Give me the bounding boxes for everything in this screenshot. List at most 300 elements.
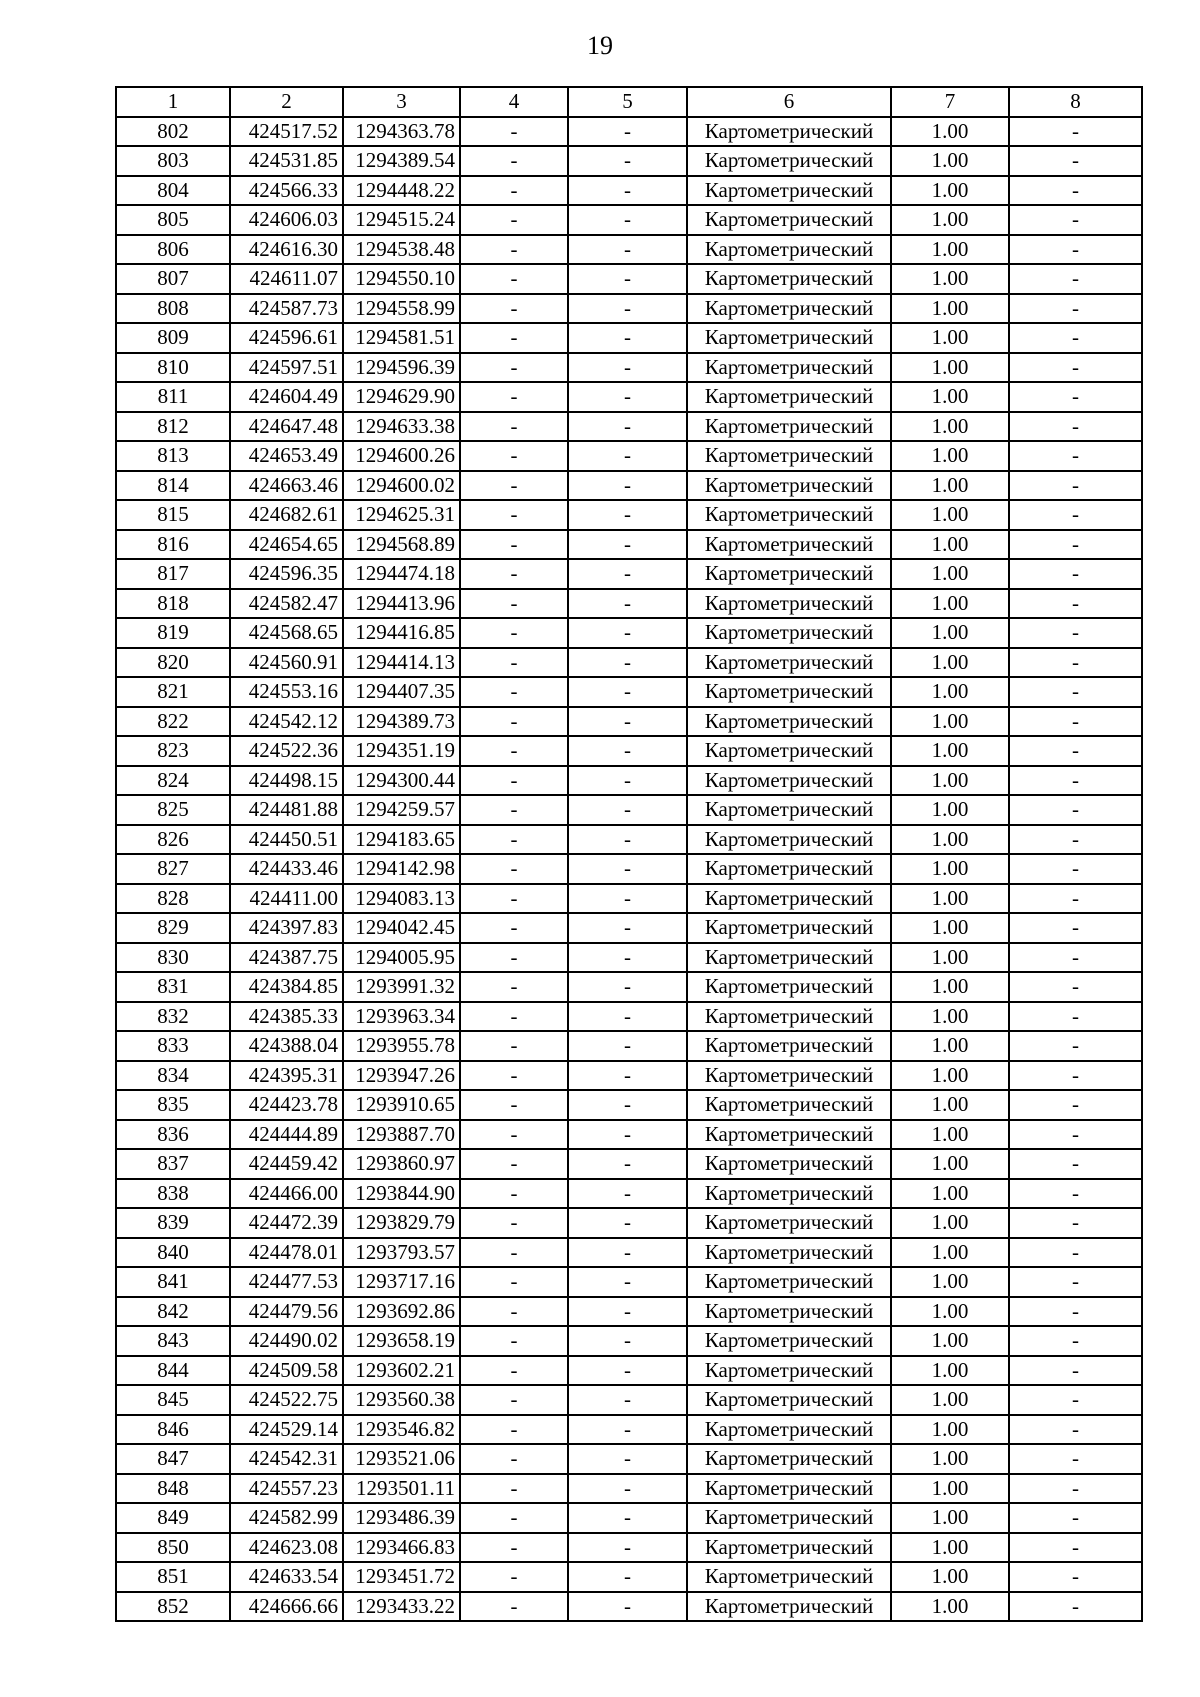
col8-cell: - — [1009, 264, 1142, 294]
accuracy-cell: 1.00 — [891, 677, 1009, 707]
point-number-cell: 834 — [116, 1061, 230, 1091]
table-row — [116, 1592, 1142, 1622]
col5-cell: - — [568, 1356, 687, 1386]
point-number-cell: 830 — [116, 943, 230, 973]
col8-cell: - — [1009, 1503, 1142, 1533]
table-row — [116, 205, 1142, 235]
y-coordinate-cell: 1294363.78 — [343, 117, 460, 147]
method-cell: Картометрический — [687, 1533, 891, 1563]
method-cell: Картометрический — [687, 323, 891, 353]
col8-cell: - — [1009, 471, 1142, 501]
x-coordinate-cell: 424477.53 — [230, 1267, 343, 1297]
point-number-cell: 808 — [116, 294, 230, 324]
col4-cell: - — [460, 559, 568, 589]
col4-cell: - — [460, 500, 568, 530]
accuracy-cell: 1.00 — [891, 1090, 1009, 1120]
y-coordinate-cell: 1294407.35 — [343, 677, 460, 707]
col5-cell: - — [568, 1326, 687, 1356]
method-cell: Картометрический — [687, 854, 891, 884]
point-number-cell: 828 — [116, 884, 230, 914]
point-number-cell: 824 — [116, 766, 230, 796]
column-header: 6 — [687, 87, 891, 117]
point-number-cell: 816 — [116, 530, 230, 560]
table-body — [116, 117, 1142, 1622]
method-cell: Картометрический — [687, 795, 891, 825]
point-number-cell: 832 — [116, 1002, 230, 1032]
col4-cell: - — [460, 1592, 568, 1622]
table-row — [116, 677, 1142, 707]
method-cell: Картометрический — [687, 1385, 891, 1415]
x-coordinate-cell: 424472.39 — [230, 1208, 343, 1238]
table-row — [116, 1297, 1142, 1327]
table-row — [116, 618, 1142, 648]
accuracy-cell: 1.00 — [891, 854, 1009, 884]
col4-cell: - — [460, 766, 568, 796]
accuracy-cell: 1.00 — [891, 707, 1009, 737]
x-coordinate-cell: 424522.75 — [230, 1385, 343, 1415]
accuracy-cell: 1.00 — [891, 913, 1009, 943]
accuracy-cell: 1.00 — [891, 559, 1009, 589]
col4-cell: - — [460, 1267, 568, 1297]
col5-cell: - — [568, 854, 687, 884]
point-number-cell: 848 — [116, 1474, 230, 1504]
method-cell: Картометрический — [687, 884, 891, 914]
table-row — [116, 1149, 1142, 1179]
col5-cell: - — [568, 707, 687, 737]
accuracy-cell: 1.00 — [891, 382, 1009, 412]
col4-cell: - — [460, 589, 568, 619]
col8-cell: - — [1009, 146, 1142, 176]
col8-cell: - — [1009, 589, 1142, 619]
accuracy-cell: 1.00 — [891, 1149, 1009, 1179]
col8-cell: - — [1009, 1120, 1142, 1150]
table-row — [116, 707, 1142, 737]
y-coordinate-cell: 1294538.48 — [343, 235, 460, 265]
y-coordinate-cell: 1294596.39 — [343, 353, 460, 383]
method-cell: Картометрический — [687, 618, 891, 648]
col4-cell: - — [460, 353, 568, 383]
point-number-cell: 849 — [116, 1503, 230, 1533]
col8-cell: - — [1009, 1179, 1142, 1209]
col4-cell: - — [460, 1297, 568, 1327]
method-cell: Картометрический — [687, 353, 891, 383]
method-cell: Картометрический — [687, 589, 891, 619]
col5-cell: - — [568, 1533, 687, 1563]
col5-cell: - — [568, 1562, 687, 1592]
table-row — [116, 795, 1142, 825]
col5-cell: - — [568, 884, 687, 914]
col4-cell: - — [460, 1149, 568, 1179]
y-coordinate-cell: 1294474.18 — [343, 559, 460, 589]
col8-cell: - — [1009, 1238, 1142, 1268]
col8-cell: - — [1009, 1326, 1142, 1356]
x-coordinate-cell: 424411.00 — [230, 884, 343, 914]
x-coordinate-cell: 424478.01 — [230, 1238, 343, 1268]
col4-cell: - — [460, 1415, 568, 1445]
table-row — [116, 1533, 1142, 1563]
col4-cell: - — [460, 1179, 568, 1209]
method-cell: Картометрический — [687, 205, 891, 235]
method-cell: Картометрический — [687, 1267, 891, 1297]
col5-cell: - — [568, 1415, 687, 1445]
method-cell: Картометрический — [687, 1208, 891, 1238]
col4-cell: - — [460, 1238, 568, 1268]
x-coordinate-cell: 424529.14 — [230, 1415, 343, 1445]
method-cell: Картометрический — [687, 766, 891, 796]
point-number-cell: 805 — [116, 205, 230, 235]
col5-cell: - — [568, 1120, 687, 1150]
y-coordinate-cell: 1293521.06 — [343, 1444, 460, 1474]
x-coordinate-cell: 424653.49 — [230, 441, 343, 471]
point-number-cell: 847 — [116, 1444, 230, 1474]
point-number-cell: 809 — [116, 323, 230, 353]
col4-cell: - — [460, 264, 568, 294]
point-number-cell: 811 — [116, 382, 230, 412]
col5-cell: - — [568, 294, 687, 324]
y-coordinate-cell: 1293692.86 — [343, 1297, 460, 1327]
point-number-cell: 804 — [116, 176, 230, 206]
method-cell: Картометрический — [687, 441, 891, 471]
x-coordinate-cell: 424597.51 — [230, 353, 343, 383]
y-coordinate-cell: 1294600.26 — [343, 441, 460, 471]
table-row — [116, 323, 1142, 353]
x-coordinate-cell: 424566.33 — [230, 176, 343, 206]
col8-cell: - — [1009, 1385, 1142, 1415]
column-header: 2 — [230, 87, 343, 117]
accuracy-cell: 1.00 — [891, 323, 1009, 353]
col5-cell: - — [568, 825, 687, 855]
y-coordinate-cell: 1293433.22 — [343, 1592, 460, 1622]
col5-cell: - — [568, 795, 687, 825]
y-coordinate-cell: 1294183.65 — [343, 825, 460, 855]
y-coordinate-cell: 1294633.38 — [343, 412, 460, 442]
y-coordinate-cell: 1293955.78 — [343, 1031, 460, 1061]
y-coordinate-cell: 1293963.34 — [343, 1002, 460, 1032]
col8-cell: - — [1009, 766, 1142, 796]
col8-cell: - — [1009, 1031, 1142, 1061]
table-row — [116, 1385, 1142, 1415]
col5-cell: - — [568, 648, 687, 678]
accuracy-cell: 1.00 — [891, 1444, 1009, 1474]
method-cell: Картометрический — [687, 1562, 891, 1592]
accuracy-cell: 1.00 — [891, 618, 1009, 648]
col5-cell: - — [568, 1149, 687, 1179]
method-cell: Картометрический — [687, 412, 891, 442]
y-coordinate-cell: 1293844.90 — [343, 1179, 460, 1209]
col5-cell: - — [568, 1444, 687, 1474]
y-coordinate-cell: 1293560.38 — [343, 1385, 460, 1415]
x-coordinate-cell: 424666.66 — [230, 1592, 343, 1622]
accuracy-cell: 1.00 — [891, 1179, 1009, 1209]
method-cell: Картометрический — [687, 264, 891, 294]
col4-cell: - — [460, 1356, 568, 1386]
accuracy-cell: 1.00 — [891, 146, 1009, 176]
y-coordinate-cell: 1294568.89 — [343, 530, 460, 560]
point-number-cell: 846 — [116, 1415, 230, 1445]
col4-cell: - — [460, 117, 568, 147]
y-coordinate-cell: 1294600.02 — [343, 471, 460, 501]
x-coordinate-cell: 424542.31 — [230, 1444, 343, 1474]
table-row — [116, 943, 1142, 973]
x-coordinate-cell: 424481.88 — [230, 795, 343, 825]
col8-cell: - — [1009, 1297, 1142, 1327]
col4-cell: - — [460, 884, 568, 914]
y-coordinate-cell: 1293717.16 — [343, 1267, 460, 1297]
col5-cell: - — [568, 1297, 687, 1327]
col5-cell: - — [568, 530, 687, 560]
col4-cell: - — [460, 795, 568, 825]
x-coordinate-cell: 424385.33 — [230, 1002, 343, 1032]
col4-cell: - — [460, 530, 568, 560]
method-cell: Картометрический — [687, 707, 891, 737]
table-row — [116, 1061, 1142, 1091]
table-row — [116, 972, 1142, 1002]
col8-cell: - — [1009, 353, 1142, 383]
y-coordinate-cell: 1294625.31 — [343, 500, 460, 530]
accuracy-cell: 1.00 — [891, 1592, 1009, 1622]
accuracy-cell: 1.00 — [891, 1503, 1009, 1533]
x-coordinate-cell: 424616.30 — [230, 235, 343, 265]
table-row — [116, 736, 1142, 766]
accuracy-cell: 1.00 — [891, 441, 1009, 471]
accuracy-cell: 1.00 — [891, 972, 1009, 1002]
point-number-cell: 836 — [116, 1120, 230, 1150]
accuracy-cell: 1.00 — [891, 766, 1009, 796]
col4-cell: - — [460, 1474, 568, 1504]
col4-cell: - — [460, 972, 568, 1002]
accuracy-cell: 1.00 — [891, 176, 1009, 206]
accuracy-cell: 1.00 — [891, 1061, 1009, 1091]
accuracy-cell: 1.00 — [891, 1385, 1009, 1415]
point-number-cell: 829 — [116, 913, 230, 943]
method-cell: Картометрический — [687, 1179, 891, 1209]
col4-cell: - — [460, 1533, 568, 1563]
table-row — [116, 471, 1142, 501]
col4-cell: - — [460, 1090, 568, 1120]
accuracy-cell: 1.00 — [891, 1120, 1009, 1150]
y-coordinate-cell: 1293910.65 — [343, 1090, 460, 1120]
point-number-cell: 837 — [116, 1149, 230, 1179]
method-cell: Картометрический — [687, 176, 891, 206]
col8-cell: - — [1009, 913, 1142, 943]
table-row — [116, 441, 1142, 471]
x-coordinate-cell: 424553.16 — [230, 677, 343, 707]
col8-cell: - — [1009, 707, 1142, 737]
method-cell: Картометрический — [687, 972, 891, 1002]
col8-cell: - — [1009, 294, 1142, 324]
col5-cell: - — [568, 736, 687, 766]
x-coordinate-cell: 424596.61 — [230, 323, 343, 353]
table-row — [116, 854, 1142, 884]
col8-cell: - — [1009, 1090, 1142, 1120]
y-coordinate-cell: 1293658.19 — [343, 1326, 460, 1356]
y-coordinate-cell: 1294629.90 — [343, 382, 460, 412]
col4-cell: - — [460, 825, 568, 855]
col5-cell: - — [568, 1031, 687, 1061]
y-coordinate-cell: 1294448.22 — [343, 176, 460, 206]
accuracy-cell: 1.00 — [891, 117, 1009, 147]
y-coordinate-cell: 1294300.44 — [343, 766, 460, 796]
accuracy-cell: 1.00 — [891, 235, 1009, 265]
method-cell: Картометрический — [687, 913, 891, 943]
accuracy-cell: 1.00 — [891, 589, 1009, 619]
column-header: 4 — [460, 87, 568, 117]
table-row — [116, 412, 1142, 442]
col8-cell: - — [1009, 1415, 1142, 1445]
header-row — [116, 87, 1142, 117]
x-coordinate-cell: 424490.02 — [230, 1326, 343, 1356]
table-row — [116, 1002, 1142, 1032]
point-number-cell: 826 — [116, 825, 230, 855]
table-row — [116, 500, 1142, 530]
y-coordinate-cell: 1293602.21 — [343, 1356, 460, 1386]
method-cell: Картометрический — [687, 677, 891, 707]
point-number-cell: 823 — [116, 736, 230, 766]
col4-cell: - — [460, 854, 568, 884]
x-coordinate-cell: 424423.78 — [230, 1090, 343, 1120]
y-coordinate-cell: 1294558.99 — [343, 294, 460, 324]
x-coordinate-cell: 424397.83 — [230, 913, 343, 943]
col5-cell: - — [568, 766, 687, 796]
column-header: 5 — [568, 87, 687, 117]
x-coordinate-cell: 424387.75 — [230, 943, 343, 973]
accuracy-cell: 1.00 — [891, 412, 1009, 442]
col4-cell: - — [460, 176, 568, 206]
col4-cell: - — [460, 943, 568, 973]
x-coordinate-cell: 424395.31 — [230, 1061, 343, 1091]
x-coordinate-cell: 424682.61 — [230, 500, 343, 530]
x-coordinate-cell: 424433.46 — [230, 854, 343, 884]
col5-cell: - — [568, 1592, 687, 1622]
col4-cell: - — [460, 1002, 568, 1032]
col4-cell: - — [460, 1444, 568, 1474]
point-number-cell: 851 — [116, 1562, 230, 1592]
y-coordinate-cell: 1294259.57 — [343, 795, 460, 825]
y-coordinate-cell: 1293991.32 — [343, 972, 460, 1002]
col8-cell: - — [1009, 323, 1142, 353]
method-cell: Картометрический — [687, 1031, 891, 1061]
accuracy-cell: 1.00 — [891, 1356, 1009, 1386]
x-coordinate-cell: 424582.99 — [230, 1503, 343, 1533]
x-coordinate-cell: 424450.51 — [230, 825, 343, 855]
col5-cell: - — [568, 1238, 687, 1268]
col4-cell: - — [460, 1208, 568, 1238]
x-coordinate-cell: 424582.47 — [230, 589, 343, 619]
col8-cell: - — [1009, 205, 1142, 235]
col8-cell: - — [1009, 618, 1142, 648]
table-row — [116, 176, 1142, 206]
y-coordinate-cell: 1293451.72 — [343, 1562, 460, 1592]
method-cell: Картометрический — [687, 943, 891, 973]
table-row — [116, 766, 1142, 796]
point-number-cell: 812 — [116, 412, 230, 442]
method-cell: Картометрический — [687, 1503, 891, 1533]
x-coordinate-cell: 424568.65 — [230, 618, 343, 648]
point-number-cell: 807 — [116, 264, 230, 294]
x-coordinate-cell: 424663.46 — [230, 471, 343, 501]
point-number-cell: 839 — [116, 1208, 230, 1238]
table-row — [116, 1356, 1142, 1386]
col4-cell: - — [460, 736, 568, 766]
col4-cell: - — [460, 382, 568, 412]
y-coordinate-cell: 1294581.51 — [343, 323, 460, 353]
col8-cell: - — [1009, 854, 1142, 884]
accuracy-cell: 1.00 — [891, 1208, 1009, 1238]
col5-cell: - — [568, 559, 687, 589]
col8-cell: - — [1009, 648, 1142, 678]
col4-cell: - — [460, 1120, 568, 1150]
col5-cell: - — [568, 1208, 687, 1238]
method-cell: Картометрический — [687, 500, 891, 530]
col8-cell: - — [1009, 559, 1142, 589]
accuracy-cell: 1.00 — [891, 1267, 1009, 1297]
column-header: 8 — [1009, 87, 1142, 117]
point-number-cell: 802 — [116, 117, 230, 147]
point-number-cell: 803 — [116, 146, 230, 176]
x-coordinate-cell: 424509.58 — [230, 1356, 343, 1386]
table-row — [116, 1562, 1142, 1592]
column-header: 3 — [343, 87, 460, 117]
y-coordinate-cell: 1293829.79 — [343, 1208, 460, 1238]
page-number: 19 — [587, 31, 613, 60]
y-coordinate-cell: 1293947.26 — [343, 1061, 460, 1091]
x-coordinate-cell: 424542.12 — [230, 707, 343, 737]
col5-cell: - — [568, 677, 687, 707]
point-number-cell: 844 — [116, 1356, 230, 1386]
col4-cell: - — [460, 146, 568, 176]
x-coordinate-cell: 424606.03 — [230, 205, 343, 235]
accuracy-cell: 1.00 — [891, 1533, 1009, 1563]
table-row — [116, 1031, 1142, 1061]
col5-cell: - — [568, 176, 687, 206]
method-cell: Картометрический — [687, 1238, 891, 1268]
method-cell: Картометрический — [687, 1415, 891, 1445]
point-number-cell: 822 — [116, 707, 230, 737]
y-coordinate-cell: 1293466.83 — [343, 1533, 460, 1563]
table-row — [116, 1474, 1142, 1504]
y-coordinate-cell: 1293486.39 — [343, 1503, 460, 1533]
point-number-cell: 815 — [116, 500, 230, 530]
column-header: 7 — [891, 87, 1009, 117]
col8-cell: - — [1009, 500, 1142, 530]
col4-cell: - — [460, 913, 568, 943]
method-cell: Картометрический — [687, 1002, 891, 1032]
method-cell: Картометрический — [687, 1061, 891, 1091]
method-cell: Картометрический — [687, 1297, 891, 1327]
method-cell: Картометрический — [687, 648, 891, 678]
table-row — [116, 353, 1142, 383]
col8-cell: - — [1009, 1356, 1142, 1386]
col4-cell: - — [460, 441, 568, 471]
x-coordinate-cell: 424611.07 — [230, 264, 343, 294]
y-coordinate-cell: 1294515.24 — [343, 205, 460, 235]
table-row — [116, 648, 1142, 678]
col4-cell: - — [460, 1503, 568, 1533]
col8-cell: - — [1009, 1267, 1142, 1297]
col8-cell: - — [1009, 884, 1142, 914]
table-row — [116, 235, 1142, 265]
col5-cell: - — [568, 500, 687, 530]
x-coordinate-cell: 424623.08 — [230, 1533, 343, 1563]
col8-cell: - — [1009, 117, 1142, 147]
accuracy-cell: 1.00 — [891, 795, 1009, 825]
y-coordinate-cell: 1294416.85 — [343, 618, 460, 648]
point-number-cell: 831 — [116, 972, 230, 1002]
point-number-cell: 845 — [116, 1385, 230, 1415]
x-coordinate-cell: 424647.48 — [230, 412, 343, 442]
col8-cell: - — [1009, 825, 1142, 855]
method-cell: Картометрический — [687, 530, 891, 560]
